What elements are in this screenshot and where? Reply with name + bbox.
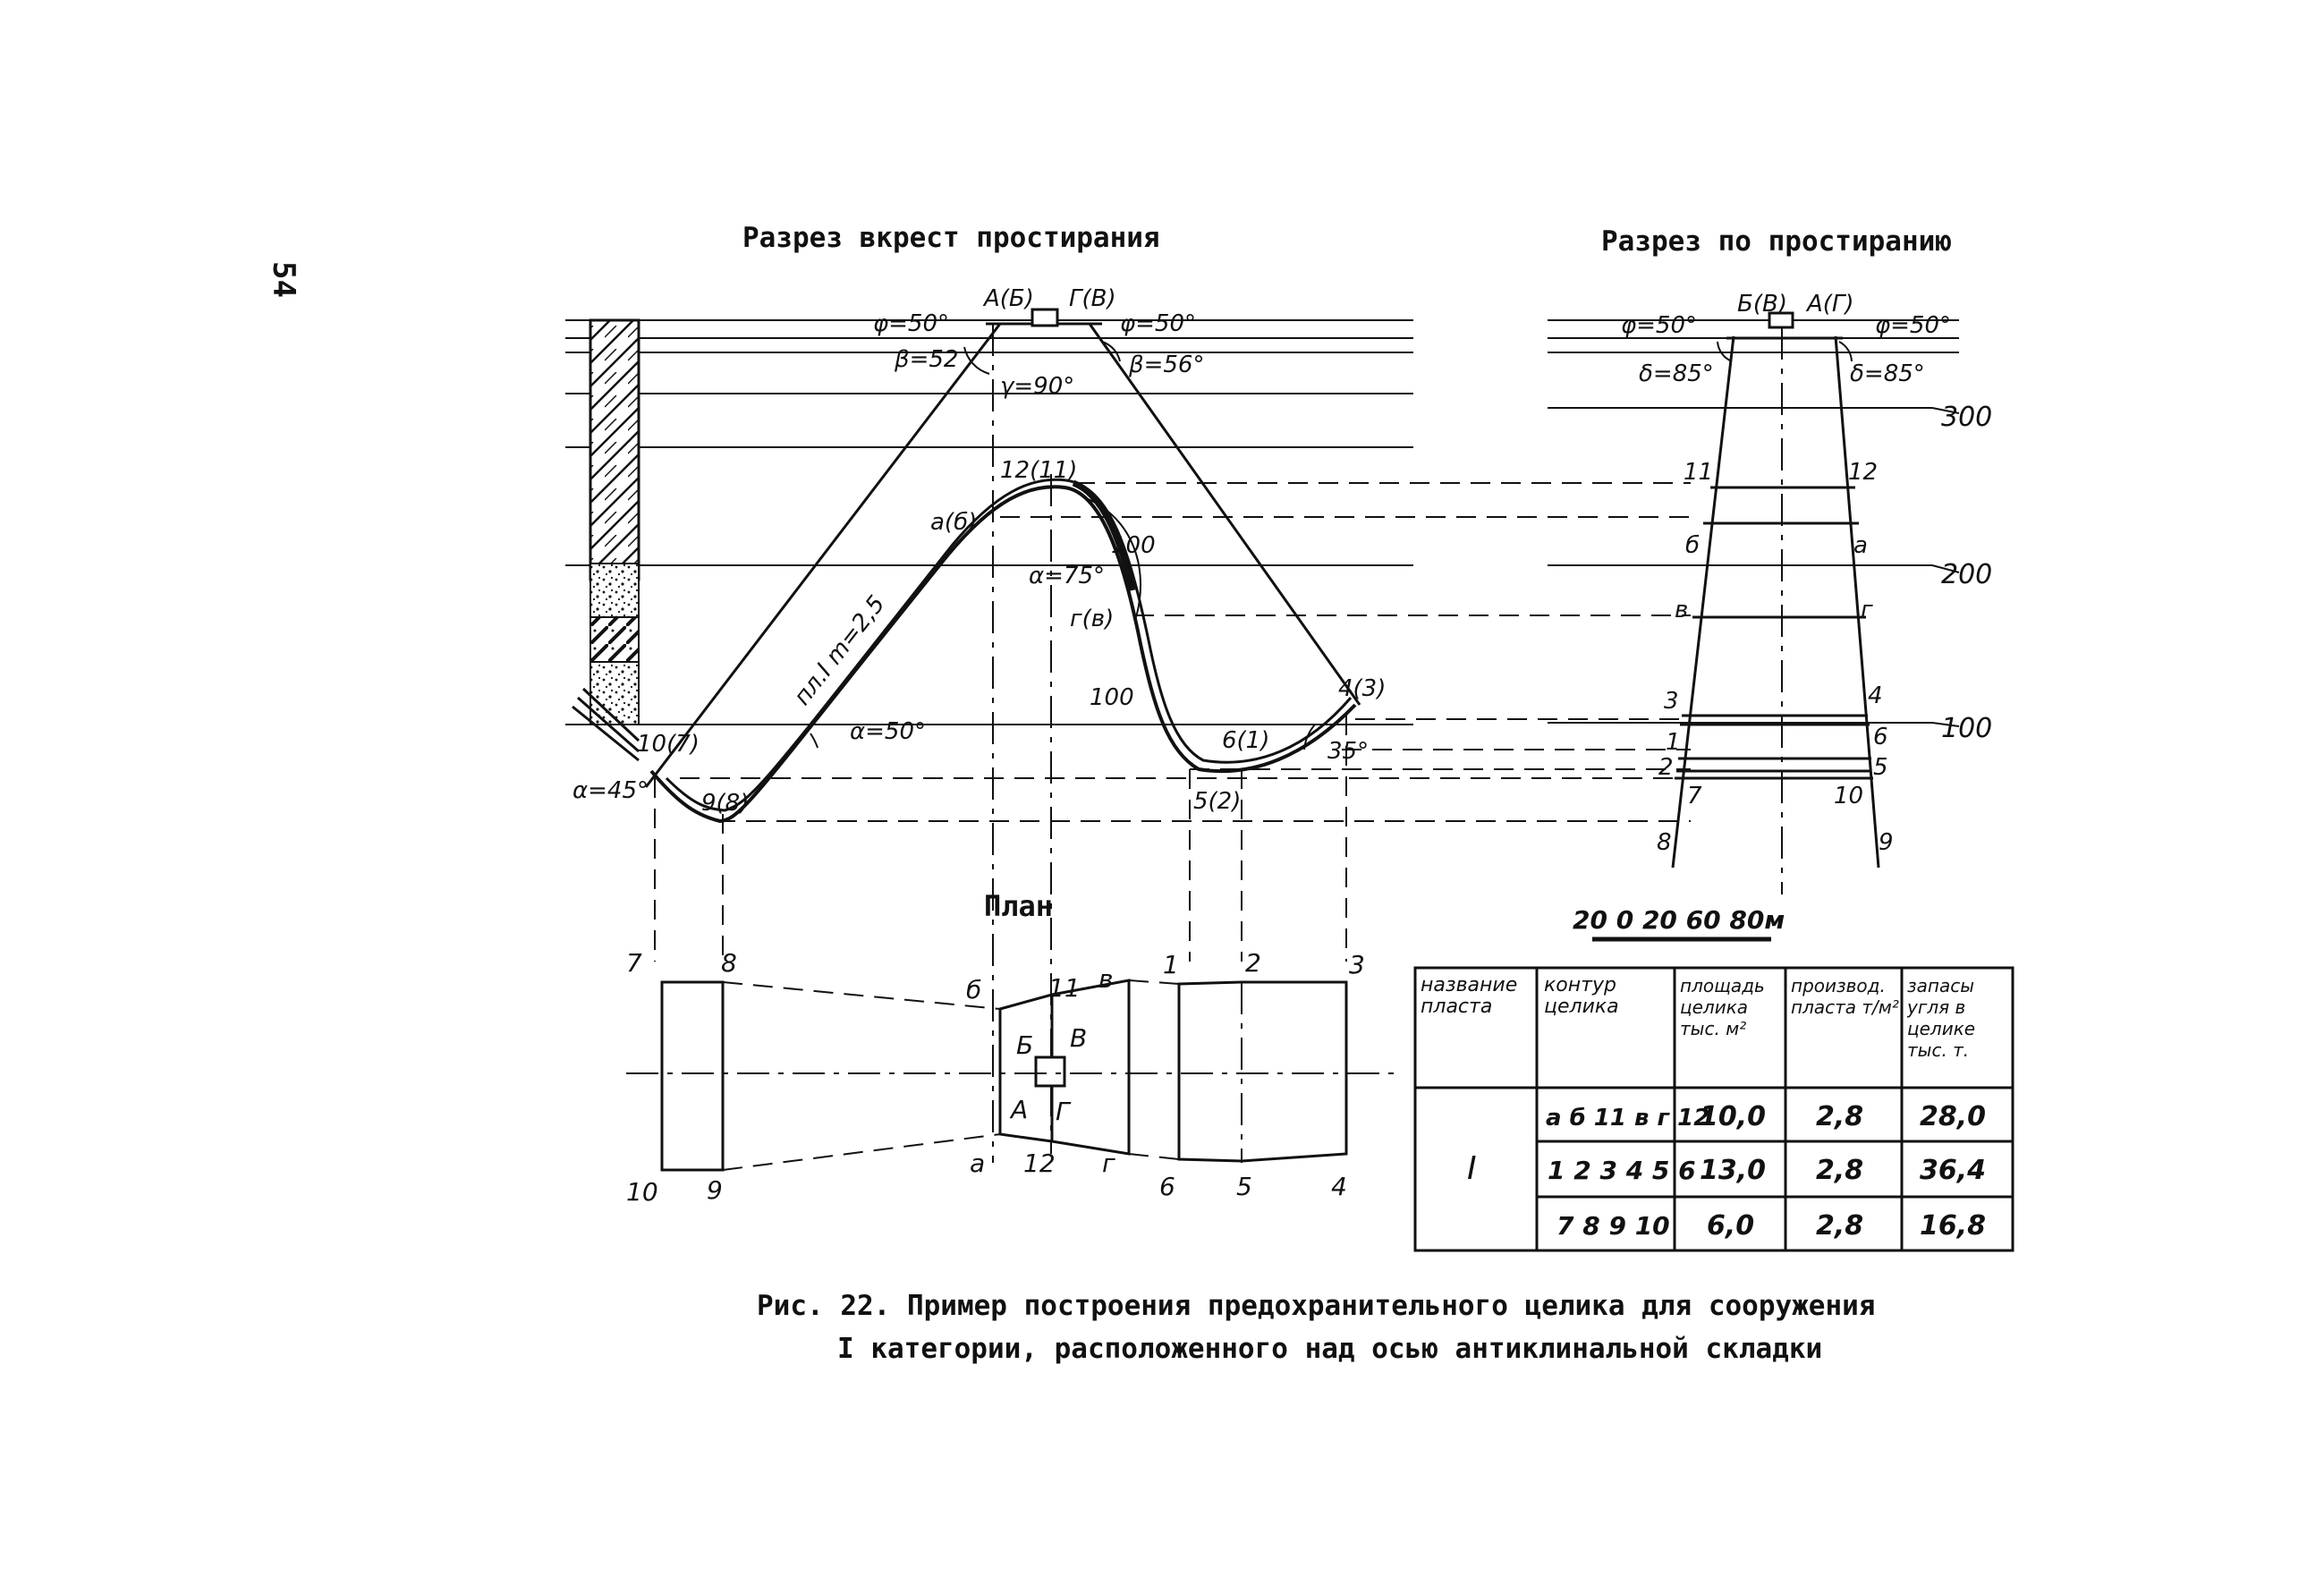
- depth-200: 200: [1941, 559, 1993, 590]
- point-4-3: 4(3): [1338, 675, 1387, 702]
- angle-phi-right: φ=50°: [1120, 310, 1197, 337]
- point-12-11: 12(11): [1000, 457, 1078, 484]
- caption-line-2: I категории, расположенного над осью антиклинальной складки: [837, 1333, 1823, 1365]
- plan-bottom-g: г: [1102, 1148, 1115, 1178]
- strike-right-6: 6: [1873, 724, 1888, 750]
- angle-alpha-50: α=50°: [850, 718, 927, 745]
- strike-right-10: 10: [1834, 783, 1864, 809]
- scale-bar: [1573, 905, 1785, 939]
- point-a-b: А(Б): [984, 285, 1034, 312]
- strike-phi-left: φ=50°: [1621, 312, 1698, 339]
- point-5-2: 5(2): [1193, 788, 1242, 815]
- strike-left-1: 1: [1666, 729, 1681, 756]
- strike-left-2: 2: [1658, 754, 1674, 781]
- seam-label: пл.I m=2,5: [788, 590, 891, 711]
- row3-productivity: 2,8: [1816, 1210, 1864, 1242]
- strike-left-b: б: [1685, 532, 1701, 559]
- row2-reserves: 36,4: [1920, 1155, 1987, 1186]
- plan-top-1: 1: [1163, 950, 1179, 979]
- point-9-8: 9(8): [701, 790, 750, 817]
- strike-right-a: а: [1853, 532, 1868, 559]
- plan-top-2: 2: [1245, 948, 1261, 978]
- row3-contour: 7 8 9 10: [1556, 1211, 1670, 1241]
- strike-right-5: 5: [1873, 754, 1888, 781]
- header-reserves: запасы угля в целике тыс. т.: [1907, 975, 1976, 1061]
- angle-35: 35°: [1327, 738, 1370, 765]
- depth-300: 300: [1941, 402, 1993, 433]
- plan-bottom-4: 4: [1331, 1172, 1347, 1201]
- point-g-v-seam: г(в): [1070, 606, 1115, 632]
- plan-bottom-10: 10: [626, 1177, 658, 1207]
- plan-top-11: 11: [1048, 973, 1081, 1003]
- coal-seam: [651, 479, 1355, 821]
- plan-inner-a: А: [1011, 1095, 1029, 1124]
- plan-top-3: 3: [1349, 950, 1365, 979]
- strike-delta-right: δ=85°: [1850, 360, 1925, 387]
- plan-inner-v: В: [1070, 1023, 1088, 1053]
- strike-left-11: 11: [1684, 459, 1714, 486]
- table-seam-value: I: [1467, 1150, 1477, 1187]
- cross-section-title: Разрез вкрест простирания: [742, 222, 1160, 254]
- point-g-v: Г(В): [1069, 285, 1116, 312]
- strike-left-v: в: [1675, 597, 1689, 623]
- angle-alpha-45: α=45°: [573, 777, 649, 804]
- point-6-1: 6(1): [1222, 727, 1270, 754]
- surface-structure: [1032, 309, 1057, 326]
- angle-alpha-75: α=75°: [1029, 563, 1106, 589]
- depth-100: 100: [1941, 713, 1993, 744]
- caption-line-1: Рис. 22. Пример построения предохранительного целика для сооружения: [757, 1290, 1876, 1322]
- strike-left-7: 7: [1687, 783, 1702, 809]
- plan-inner-g: Г: [1056, 1097, 1070, 1126]
- strike-left-3: 3: [1664, 688, 1679, 715]
- plan-bottom-a: а: [970, 1148, 986, 1178]
- plan-bottom-9: 9: [707, 1175, 723, 1205]
- strike-right-12: 12: [1848, 459, 1879, 486]
- row2-area: 13,0: [1700, 1155, 1767, 1186]
- angle-beta-left: β=52: [895, 346, 959, 373]
- row1-reserves: 28,0: [1920, 1101, 1987, 1132]
- strike-right-4: 4: [1868, 682, 1883, 709]
- strike-left-8: 8: [1657, 829, 1672, 856]
- plan-view: [626, 948, 1395, 1207]
- reserves-table: [1415, 968, 2013, 1250]
- row2-contour: 1 2 3 4 5 6: [1548, 1156, 1696, 1185]
- plan-top-v: в: [1098, 964, 1114, 994]
- strike-right-g: г: [1861, 597, 1873, 623]
- point-a-g: А(Г): [1807, 291, 1854, 318]
- plan-bottom-5: 5: [1236, 1172, 1252, 1201]
- page-number: 54: [266, 261, 301, 298]
- strike-right-9: 9: [1879, 829, 1894, 856]
- row1-area: 10,0: [1700, 1101, 1767, 1132]
- point-10-7: 10(7): [637, 731, 700, 758]
- plan-inner-b: Б: [1016, 1030, 1034, 1060]
- strike-section: [1548, 291, 1992, 894]
- row2-productivity: 2,8: [1816, 1155, 1864, 1186]
- horizontal-lines: [565, 320, 1413, 725]
- dim-100-lower: 100: [1090, 684, 1134, 711]
- row3-area: 6,0: [1707, 1210, 1755, 1242]
- plan-top-7: 7: [626, 948, 642, 978]
- header-productivity: производ. пласта т/м²: [1791, 975, 1899, 1018]
- point-a-b-seam: а(б): [930, 509, 978, 536]
- scale-bar-label: 20 0 20 60 80м: [1573, 905, 1785, 935]
- header-area: площадь целика тыс. м²: [1680, 975, 1765, 1039]
- row3-reserves: 16,8: [1920, 1210, 1987, 1242]
- row1-contour: а б 11 в г 12: [1546, 1105, 1710, 1132]
- strike-phi-right: φ=50°: [1875, 312, 1952, 339]
- header-seam: название пласта: [1421, 975, 1518, 1018]
- plan-title: План: [984, 889, 1054, 923]
- strike-section-title: Разрез по простиранию: [1601, 225, 1952, 258]
- angle-arcs: [810, 342, 1315, 750]
- plan-top-8: 8: [721, 948, 737, 978]
- geologic-column: [573, 320, 639, 760]
- plan-top-b: б: [966, 975, 982, 1004]
- point-b-v: Б(В): [1737, 291, 1787, 318]
- angle-gamma: γ=90°: [1000, 373, 1075, 400]
- angle-beta-right: β=56°: [1129, 352, 1205, 378]
- dim-100-upper: 100: [1111, 532, 1156, 559]
- strike-delta-left: δ=85°: [1639, 360, 1714, 387]
- plan-bottom-6: 6: [1159, 1172, 1175, 1201]
- header-contour: контур целика: [1544, 975, 1619, 1018]
- plan-bottom-12: 12: [1023, 1148, 1056, 1178]
- angle-phi-left: φ=50°: [873, 310, 950, 337]
- cross-section-labels: [573, 285, 1386, 817]
- row1-productivity: 2,8: [1816, 1101, 1864, 1132]
